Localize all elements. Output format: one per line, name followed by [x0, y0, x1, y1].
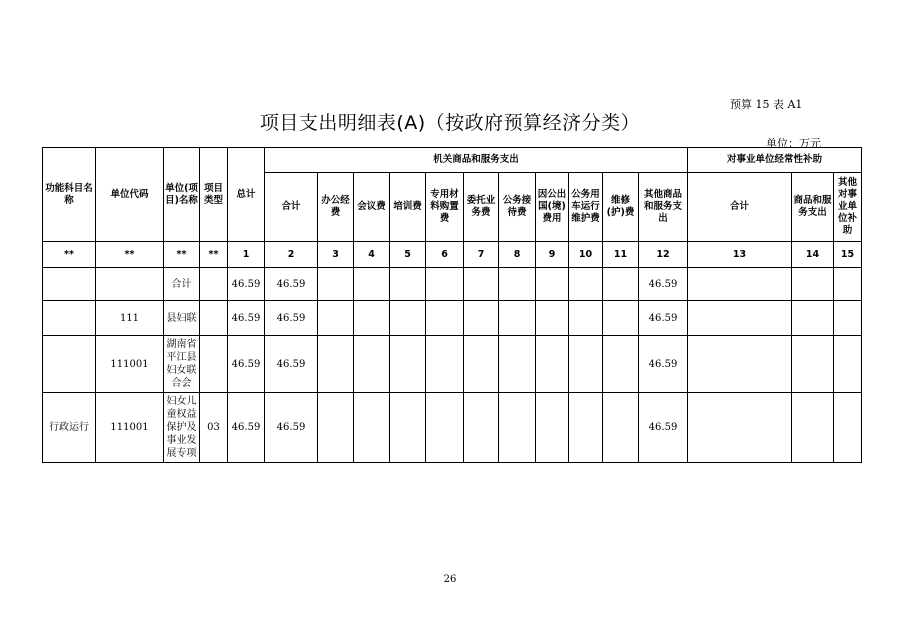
- g1-total-cell: 46.59: [265, 268, 318, 301]
- unit-label: 单位：万元: [766, 137, 821, 150]
- header-g1-col: 公务接待费: [499, 173, 536, 242]
- table-row: [43, 301, 862, 336]
- code-cell: 111: [96, 301, 164, 336]
- header-g1-col: 专用材料购置费: [426, 173, 464, 242]
- header-g1-col: 培训费: [390, 173, 426, 242]
- type-cell: [200, 268, 228, 301]
- code-cell: 111001: [96, 393, 164, 463]
- index-cell: 10: [569, 242, 603, 268]
- header-g1-col: 委托业务费: [464, 173, 499, 242]
- name-cell: 合计: [164, 268, 200, 301]
- func-cell: 行政运行: [43, 393, 96, 463]
- header-g2-col: 其他对事业单位补助: [834, 173, 862, 242]
- header-g1-col: 公务用车运行维护费: [569, 173, 603, 242]
- index-cell: 14: [792, 242, 834, 268]
- index-cell: 1: [228, 242, 265, 268]
- index-cell: 7: [464, 242, 499, 268]
- index-cell: 6: [426, 242, 464, 268]
- expenditure-table: [42, 147, 862, 463]
- header-g1-col: 会议费: [354, 173, 390, 242]
- index-cell: **: [43, 242, 96, 268]
- index-cell: 11: [603, 242, 639, 268]
- g1-total-cell: 46.59: [265, 336, 318, 393]
- index-cell: **: [164, 242, 200, 268]
- header-unit-name: 单位(项目)名称: [164, 148, 200, 242]
- table-row: [43, 336, 862, 393]
- name-cell: 妇女儿童权益保护及事业发展专项: [164, 393, 200, 463]
- total-cell: 46.59: [228, 268, 265, 301]
- name-cell: 县妇联: [164, 301, 200, 336]
- index-cell: 15: [834, 242, 862, 268]
- other-goods-cell: 46.59: [639, 268, 688, 301]
- other-goods-cell: 46.59: [639, 301, 688, 336]
- index-cell: 9: [536, 242, 569, 268]
- index-row: [43, 242, 862, 268]
- index-cell: 5: [390, 242, 426, 268]
- name-cell: 湖南省平江县妇女联合会: [164, 336, 200, 393]
- header-unit-code: 单位代码: [96, 148, 164, 242]
- total-cell: 46.59: [228, 393, 265, 463]
- header-total: 总计: [228, 148, 265, 242]
- total-cell: 46.59: [228, 336, 265, 393]
- type-cell: 03: [200, 393, 228, 463]
- index-cell: 8: [499, 242, 536, 268]
- header-type: 项目类型: [200, 148, 228, 242]
- type-cell: [200, 301, 228, 336]
- index-cell: 13: [688, 242, 792, 268]
- type-cell: [200, 336, 228, 393]
- header-g1-col: 合计: [265, 173, 318, 242]
- index-cell: 2: [265, 242, 318, 268]
- other-goods-cell: 46.59: [639, 336, 688, 393]
- table-row: [43, 393, 862, 463]
- index-cell: 12: [639, 242, 688, 268]
- table-code: 预算 15 表 A1: [730, 98, 803, 111]
- total-cell: 46.59: [228, 301, 265, 336]
- header-g2-col: 合计: [688, 173, 792, 242]
- header-g1-col: 办公经费: [318, 173, 354, 242]
- func-cell: [43, 301, 96, 336]
- g1-total-cell: 46.59: [265, 393, 318, 463]
- code-cell: [96, 268, 164, 301]
- header-g2-col: 商品和服务支出: [792, 173, 834, 242]
- index-cell: 3: [318, 242, 354, 268]
- header-g1-col: 维修(护)费: [603, 173, 639, 242]
- func-cell: [43, 336, 96, 393]
- page-number: 26: [443, 574, 457, 585]
- index-cell: **: [200, 242, 228, 268]
- page-title: 项目支出明细表(A)（按政府预算经济分类）: [259, 112, 641, 134]
- header-g1-col: 其他商品和服务支出: [639, 173, 688, 242]
- header-func: 功能科目名称: [43, 148, 96, 242]
- code-cell: 111001: [96, 336, 164, 393]
- index-cell: 4: [354, 242, 390, 268]
- header-group2: 对事业单位经常性补助: [688, 148, 862, 173]
- g1-total-cell: 46.59: [265, 301, 318, 336]
- index-cell: **: [96, 242, 164, 268]
- other-goods-cell: 46.59: [639, 393, 688, 463]
- table-row: [43, 268, 862, 301]
- header-group1: 机关商品和服务支出: [265, 148, 688, 173]
- func-cell: [43, 268, 96, 301]
- header-g1-col: 因公出国(境)费用: [536, 173, 569, 242]
